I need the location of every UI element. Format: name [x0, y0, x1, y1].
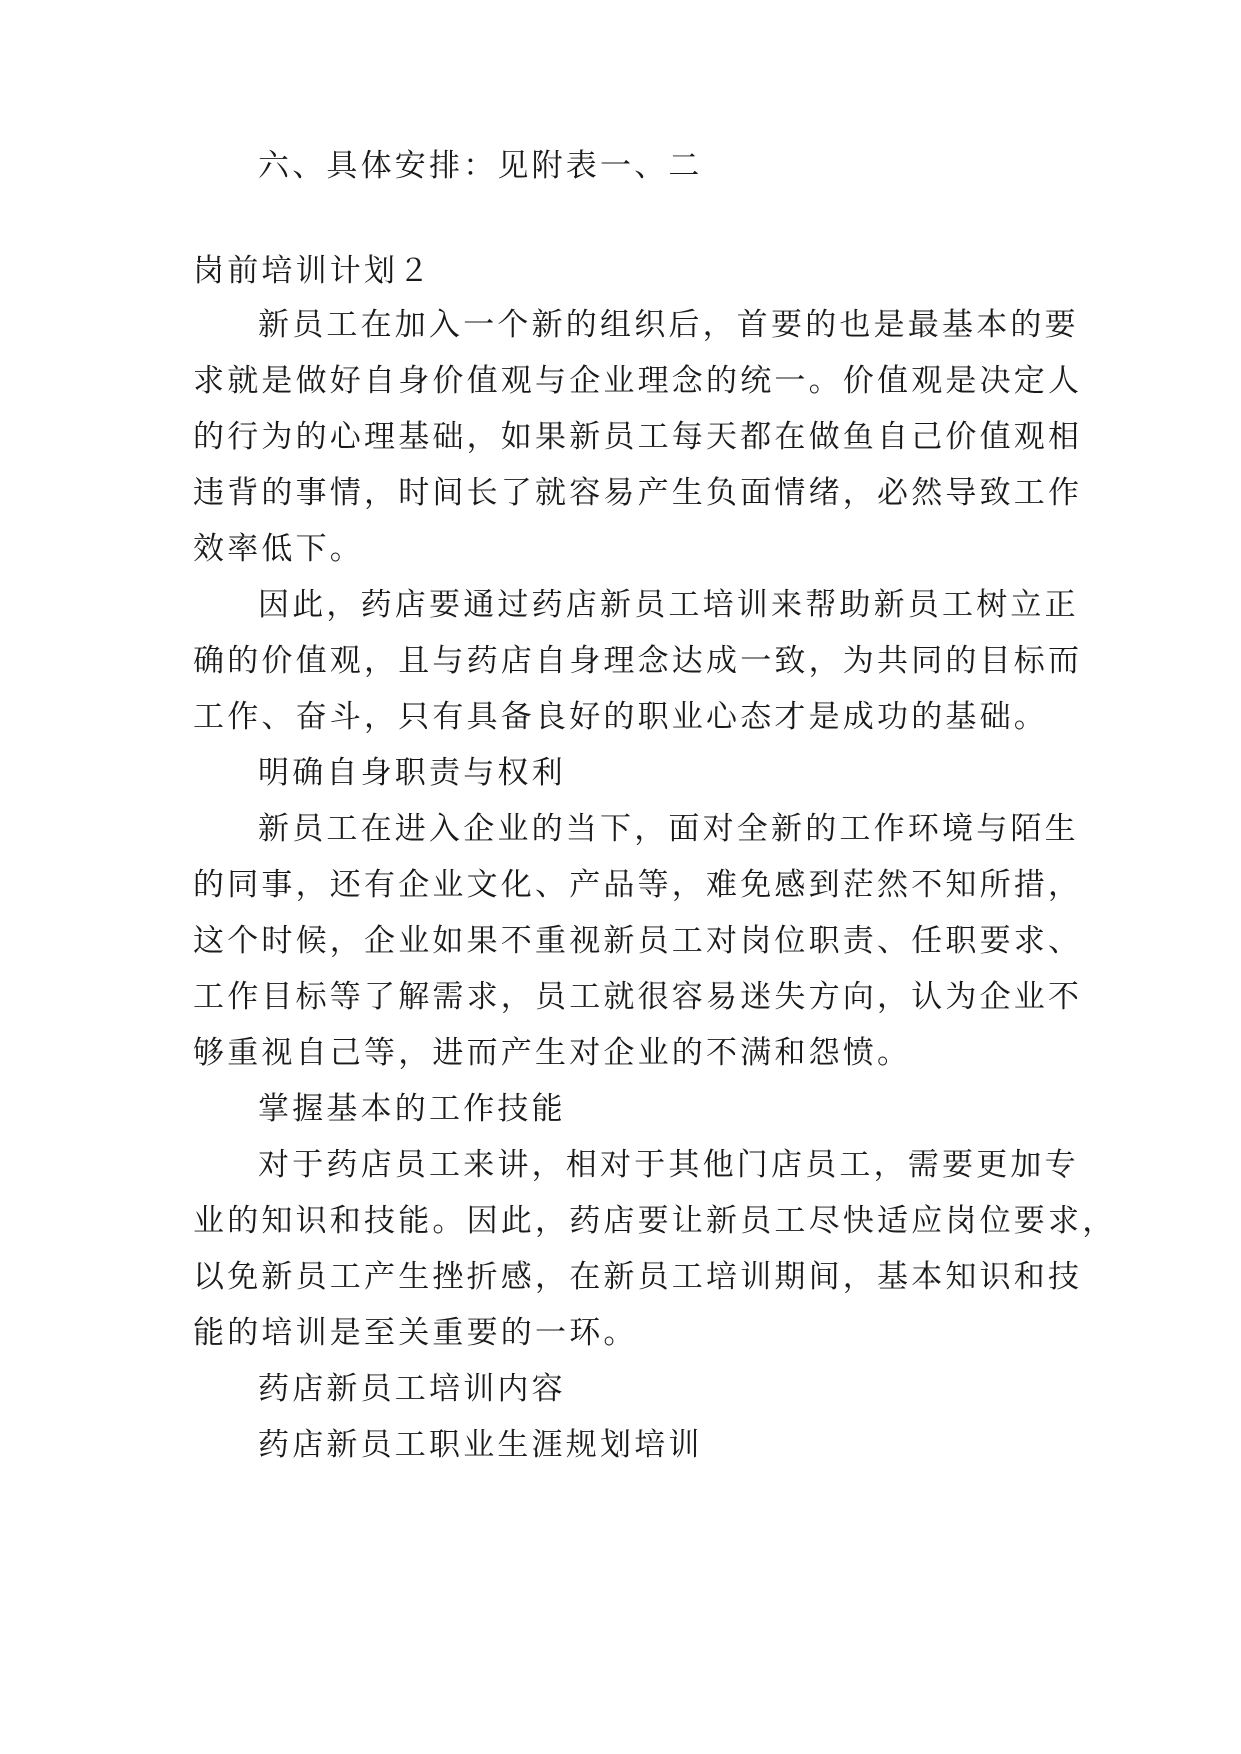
document-title: 岗前培训计划２: [193, 253, 433, 289]
paragraph-line: 以免新员工产生挫折感，在新员工培训期间，基本知识和技: [193, 1259, 1083, 1295]
subheading: 药店新员工培训内容: [258, 1371, 566, 1407]
subheading: 掌握基本的工作技能: [258, 1091, 566, 1127]
paragraph-line: 够重视自己等，进而产生对企业的不满和怨愤。: [193, 1035, 912, 1071]
paragraph-line: 求就是做好自身价值观与企业理念的统一。价值观是决定人: [193, 363, 1083, 399]
paragraph-line: 效率低下。: [193, 531, 364, 567]
paragraph-line: 的行为的心理基础，如果新员工每天都在做鱼自己价值观相: [193, 419, 1083, 455]
paragraph-line: 能的培训是至关重要的一环。: [193, 1315, 638, 1351]
subheading: 明确自身职责与权利: [258, 755, 566, 791]
paragraph-line: 新员工在加入一个新的组织后，首要的也是最基本的要: [258, 307, 1079, 343]
paragraph-line: 工作、奋斗，只有具备良好的职业心态才是成功的基础。: [193, 699, 1048, 735]
paragraph-line: 违背的事情，时间长了就容易产生负面情绪，必然导致工作: [193, 475, 1083, 511]
paragraph-line: 这个时候，企业如果不重视新员工对岗位职责、任职要求、: [193, 923, 1083, 959]
paragraph-line: 业的知识和技能。因此，药店要让新员工尽快适应岗位要求，: [193, 1203, 1117, 1239]
paragraph-line: 确的价值观，且与药店自身理念达成一致，为共同的目标而: [193, 643, 1083, 679]
paragraph-line: 对于药店员工来讲，相对于其他门店员工，需要更加专: [258, 1147, 1079, 1183]
paragraph-line: 的同事，还有企业文化、产品等，难免感到茫然不知所措，: [193, 867, 1083, 903]
subheading: 药店新员工职业生涯规划培训: [258, 1427, 703, 1463]
paragraph-line: 因此，药店要通过药店新员工培训来帮助新员工树立正: [258, 587, 1079, 623]
section-heading: 六、具体安排：见附表一、二: [258, 148, 703, 184]
paragraph-line: 工作目标等了解需求，员工就很容易迷失方向，认为企业不: [193, 979, 1083, 1015]
paragraph-line: 新员工在进入企业的当下，面对全新的工作环境与陌生: [258, 811, 1079, 847]
